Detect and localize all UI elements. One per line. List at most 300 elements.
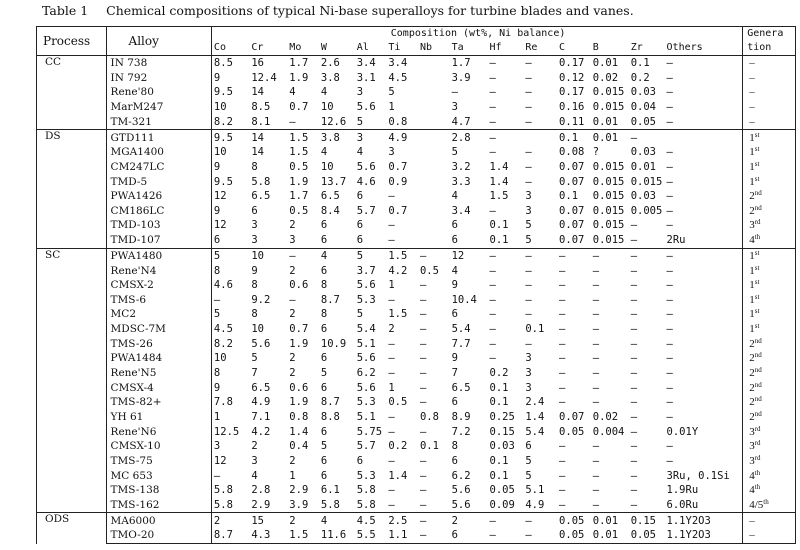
composition-value: – [592,396,600,409]
composition-value: – [559,469,566,482]
composition-value: 5.5 [355,528,387,543]
composition-value: – [525,71,532,84]
generation-suffix: th [754,233,761,242]
table-row [37,278,796,293]
composition-value: 3.4 [355,56,387,71]
composition-value: 9 [251,264,258,277]
composition-value: 0.1 [489,381,509,394]
composition-value: – [666,71,673,84]
composition-value: 0.7 [388,160,408,173]
generation-suffix: nd [754,409,762,418]
composition-value: – [489,337,496,350]
alloy-name: TMD-107 [106,233,211,248]
composition-value: – [666,204,673,217]
composition-value: 0.8 [419,410,439,423]
generation-cell [743,528,796,543]
composition-value: 1.1Y2O3 [665,513,743,528]
table-body [37,56,796,544]
composition-value: 5.6 [356,381,376,394]
generation-value: 2 [749,367,755,380]
composition-value: – [665,248,743,263]
composition-value [418,56,450,71]
composition-value: 1.5 [489,190,509,203]
composition-value: 2.9 [251,498,271,511]
composition-value: 0.01 [591,513,629,528]
composition-value: 0.15 [629,513,665,528]
composition-value: – [488,130,524,145]
composition-value: – [419,484,427,497]
header-generation-line2: tion [747,42,772,53]
composition-value: 0.05 [557,513,591,528]
composition-value: 3 [451,101,458,114]
generation-suffix: rd [754,453,761,462]
composition-value: – [489,352,496,365]
generation-value: – [749,101,755,114]
generation-suffix: st [754,292,760,301]
generation-suffix: nd [754,336,762,345]
composition-value: 9 [213,204,221,217]
composition-value: 2 [289,264,296,277]
header-element: Hf [489,42,502,53]
composition-value: 0.08 [559,146,585,159]
composition-value: 0.015 [592,175,625,188]
composition-value: – [559,308,566,321]
generation-suffix: st [754,263,760,272]
composition-value [418,71,450,86]
composition-value: 4 [319,513,355,528]
composition-value: 1.9Ru [666,484,699,497]
composition-value: 0.015 [592,86,625,99]
composition-value: 0.01Y [666,425,699,438]
composition-value: 3.8 [320,71,340,84]
generation-value: 1 [749,279,755,292]
table-row [37,293,796,308]
composition-value: – [488,528,524,543]
composition-value: 5 [388,86,395,99]
composition-value: 3.9 [289,498,309,511]
composition-value: 0.01 [592,115,619,128]
composition-value: 0.5 [289,204,309,217]
composition-value: 3 [388,146,395,159]
composition-value: – [419,308,427,321]
generation-value: 1 [749,175,755,188]
composition-value: 5.8 [251,175,271,188]
generation-suffix: th [763,497,769,506]
composition-value: – [488,248,524,263]
composition-value: 3Ru, 0.1Si [666,469,730,482]
composition-value: – [213,469,221,482]
composition-value: – [591,248,629,263]
composition-value: 12 [450,248,488,263]
composition-value: – [559,323,566,336]
composition-value: – [559,484,566,497]
composition-value: 3 [525,352,532,365]
composition-value: – [419,352,427,365]
composition-value: – [489,323,496,336]
generation-cell [743,56,796,71]
composition-value: – [523,248,557,263]
composition-value: 5.6 [356,101,376,114]
process-cell: CC [37,56,107,130]
composition-value: – [557,248,591,263]
header-element: Al [356,42,369,53]
composition-value: – [630,293,638,306]
composition-value: 2.8 [450,130,488,145]
composition-value: – [666,337,673,350]
composition-value: 2 [251,440,258,453]
composition-value: 4.9 [525,498,545,511]
composition-value: 3.4 [386,56,418,71]
composition-value: 0.1 [489,234,509,247]
composition-value: 4.5 [388,71,408,84]
alloy-name: TMS-162 [106,498,211,513]
table-row [37,100,796,115]
generation-suffix: st [754,159,760,168]
table-caption [42,3,634,18]
header-composition: Composition (wt%, Ni balance) [211,27,742,42]
table-row [37,337,796,352]
generation-value: 3 [749,219,755,232]
composition-value: 12.5 [213,425,240,438]
composition-value: – [559,293,566,306]
composition-value: 0.25 [489,410,515,423]
composition-value: – [388,484,395,497]
generation-value: 3 [749,425,755,438]
alloy-name: YH 61 [106,410,211,425]
composition-value: – [388,293,395,306]
composition-value: – [630,484,638,497]
composition-value: 10 [213,146,227,159]
composition-value: 1.4 [489,175,509,188]
table-row [37,366,796,381]
composition-value: 0.03 [630,86,656,99]
composition-value: 6.2 [356,367,376,380]
composition-value: 3.9 [451,71,471,84]
composition-value: – [559,352,566,365]
composition-value: 5.6 [356,160,376,173]
composition-value: – [592,454,600,467]
composition-value: – [525,308,532,321]
composition-value: 0.015 [592,190,625,203]
composition-value: 2.6 [319,56,355,71]
composition-value: ? [592,146,600,159]
composition-value: – [388,219,395,232]
composition-value: 8.2 [213,115,233,128]
composition-value: 6.5 [451,381,471,394]
composition-value: 12.6 [320,115,347,128]
generation-value: 1 [749,131,755,144]
composition-value [418,115,450,130]
composition-value: 6 [525,440,532,453]
composition-value: 6.0Ru [666,498,699,511]
generation-suffix: th [754,483,761,492]
header-element: Ti [388,42,401,53]
composition-value: 8.7 [320,293,340,306]
composition-value: 11.6 [319,528,355,543]
composition-value: – [630,323,638,336]
composition-value: 8 [451,440,458,453]
alloy-name: Rene'N5 [106,366,211,381]
composition-value: 16 [249,56,287,71]
generation-value: – [749,514,755,527]
composition-value: – [666,440,673,453]
generation-cell [743,100,796,115]
generation-value: 2 [749,204,755,217]
composition-value: – [419,323,427,336]
generation-cell [743,424,796,439]
composition-value: – [559,337,566,350]
table-row [37,174,796,189]
alloy-name: TMD-5 [106,174,211,189]
composition-value: 0.17 [559,86,585,99]
generation-cell [743,85,796,100]
composition-value: – [419,381,427,394]
composition-value: 0.05 [559,425,585,438]
composition-value: – [525,146,532,159]
composition-value: 5 [251,352,258,365]
composition-value: 8 [320,308,328,321]
composition-value: 8.2 [213,337,233,350]
composition-value: 3 [251,454,258,467]
generation-cell [743,351,796,366]
composition-value: 5.3 [356,469,376,482]
composition-value: 5.8 [356,498,376,511]
generation-suffix: st [754,307,760,316]
table-row [37,351,796,366]
composition-value: – [418,513,450,528]
table-row [37,204,796,219]
composition-value [418,100,450,115]
alloy-name: TMS-26 [106,337,211,352]
composition-value: 0.1 [489,219,509,232]
composition-value: 6 [356,190,364,203]
composition-value: 7 [451,367,458,380]
composition-value: – [592,498,600,511]
composition-value: – [666,410,673,423]
composition-value: – [523,528,557,543]
header-process: Process [37,27,107,56]
composition-value: 6 [451,219,458,232]
composition-value: 5 [320,440,328,453]
composition-value [418,233,450,248]
composition-value: 3.1 [356,71,376,84]
composition-value: 0.8 [388,115,408,128]
composition-value: 3.2 [451,160,471,173]
generation-value: 2 [749,410,755,423]
alloy-name: MC 653 [106,468,211,483]
composition-value: 0.015 [630,175,663,188]
generation-value: 1 [749,308,755,321]
header-element: Mo [289,42,302,53]
composition-value: 7.7 [451,337,471,350]
generation-value: 1 [749,293,755,306]
generation-suffix: th [754,468,761,477]
generation-value: – [749,86,755,99]
generation-value: 2 [749,381,755,394]
composition-value: 0.2 [388,440,408,453]
generation-cell [743,513,796,528]
composition-value: 13.7 [320,175,347,188]
composition-value: – [666,352,673,365]
composition-value: 0.12 [559,71,585,84]
table-row [37,160,796,175]
header-element: W [320,42,327,53]
composition-value: – [289,115,296,128]
composition-value: 3 [356,86,364,99]
generation-value: – [749,115,755,128]
alloy-name: GTD111 [106,130,211,145]
generation-suffix: rd [754,439,761,448]
composition-value: 8.5 [211,56,249,71]
alloy-name: MA6000 [106,513,211,528]
composition-value: 1 [213,410,221,423]
table-row [37,248,796,263]
composition-value: 5.6 [451,484,471,497]
generation-value: 1 [749,264,755,277]
composition-value: – [666,323,673,336]
composition-value: – [525,101,532,114]
composition-value: 4.2 [251,425,271,438]
generation-cell [743,71,796,86]
table-row [37,454,796,469]
table-row [37,189,796,204]
composition-value: 4 [451,264,458,277]
header-element: Cr [251,42,264,53]
generation-suffix: nd [754,395,762,404]
composition-value: 0.05 [630,115,656,128]
composition-value: 6 [451,308,458,321]
composition-value: – [559,454,566,467]
table-row [37,395,796,410]
alloy-name: MarM247 [106,100,211,115]
composition-value: – [419,396,427,409]
composition-value: 1.5 [287,528,319,543]
composition-value: 14 [251,86,265,99]
table-row [37,145,796,160]
composition-value: 0.015 [592,234,625,247]
generation-cell [743,293,796,308]
composition-value: 4 [451,190,458,203]
composition-value: 6 [451,454,458,467]
generation-cell [743,204,796,219]
composition-value: – [666,115,673,128]
composition-value: – [525,115,532,128]
composition-value: 10.9 [320,337,347,350]
composition-value: 10 [320,160,334,173]
generation-cell [743,233,796,248]
composition-value: – [388,425,395,438]
composition-value: 5.1 [356,337,376,350]
composition-value: 6 [320,234,328,247]
composition-value: 0.015 [592,219,625,232]
composition-value: – [592,381,600,394]
composition-value: 14 [251,146,265,159]
composition-value: 1 [388,381,395,394]
composition-value: 5.6 [356,352,376,365]
composition-value: 5.4 [451,323,471,336]
process-cell: DS [37,130,107,248]
header-element: B [592,42,599,53]
composition-value: 10 [213,101,227,114]
composition-value: – [523,513,557,528]
composition-value: 5 [320,367,328,380]
composition-value: 9 [213,160,221,173]
composition-value: 8 [213,264,221,277]
composition-value: 10.4 [451,293,477,306]
generation-cell [743,130,796,145]
generation-cell [743,366,796,381]
composition-value: 8 [251,308,258,321]
composition-value: 6 [320,381,328,394]
composition-value: 0.04 [630,101,656,114]
header-generation-line1: Genera [747,28,784,39]
composition-value [418,160,450,175]
composition-value: – [630,308,638,321]
composition-value: 0.05 [557,528,591,543]
composition-value: – [666,160,673,173]
composition-value [418,130,450,145]
composition-value [418,218,450,233]
alloy-name: MC2 [106,307,211,322]
composition-value: – [666,190,673,203]
composition-value: – [666,396,673,409]
composition-value: 2 [289,352,296,365]
composition-value: – [418,528,450,543]
composition-value: 0.16 [559,101,585,114]
composition-value: – [666,308,673,321]
composition-value: – [630,469,638,482]
composition-value: – [559,498,566,511]
composition-value: – [559,396,566,409]
composition-value: 0.5 [388,396,408,409]
composition-value: 10 [320,101,334,114]
composition-value: 0.09 [489,498,515,511]
composition-value: 12 [213,219,227,232]
composition-value: 0.1 [557,130,591,145]
composition-value: – [630,279,638,292]
generation-cell [743,468,796,483]
table-row [37,233,796,248]
composition-value: 8.8 [320,410,340,423]
composition-value: 5.4 [525,425,545,438]
composition-value: 0.015 [592,160,625,173]
composition-value: 0.004 [592,425,625,438]
composition-value: 9.5 [213,175,233,188]
composition-value: – [630,498,638,511]
composition-value: – [488,513,524,528]
generation-cell [743,115,796,130]
composition-value: – [213,293,221,306]
table-row [37,218,796,233]
generation-suffix: nd [754,189,762,198]
alloy-name: Rene'N4 [106,263,211,278]
composition-value: 2.5 [386,513,418,528]
alloy-name: TMS-138 [106,483,211,498]
composition-value: 4.9 [386,130,418,145]
composition-value: 9 [451,352,458,365]
composition-value: – [388,337,395,350]
composition-value: – [630,337,638,350]
table-row [37,439,796,454]
composition-value [418,85,450,100]
composition-value: 0.07 [559,410,585,423]
composition-value: 3.4 [451,204,471,217]
composition-value: 9 [213,381,221,394]
composition-value: 8 [213,367,221,380]
composition-value: 5 [451,146,458,159]
alloy-name: TM-321 [106,115,211,130]
composition-value: 10 [251,323,265,336]
